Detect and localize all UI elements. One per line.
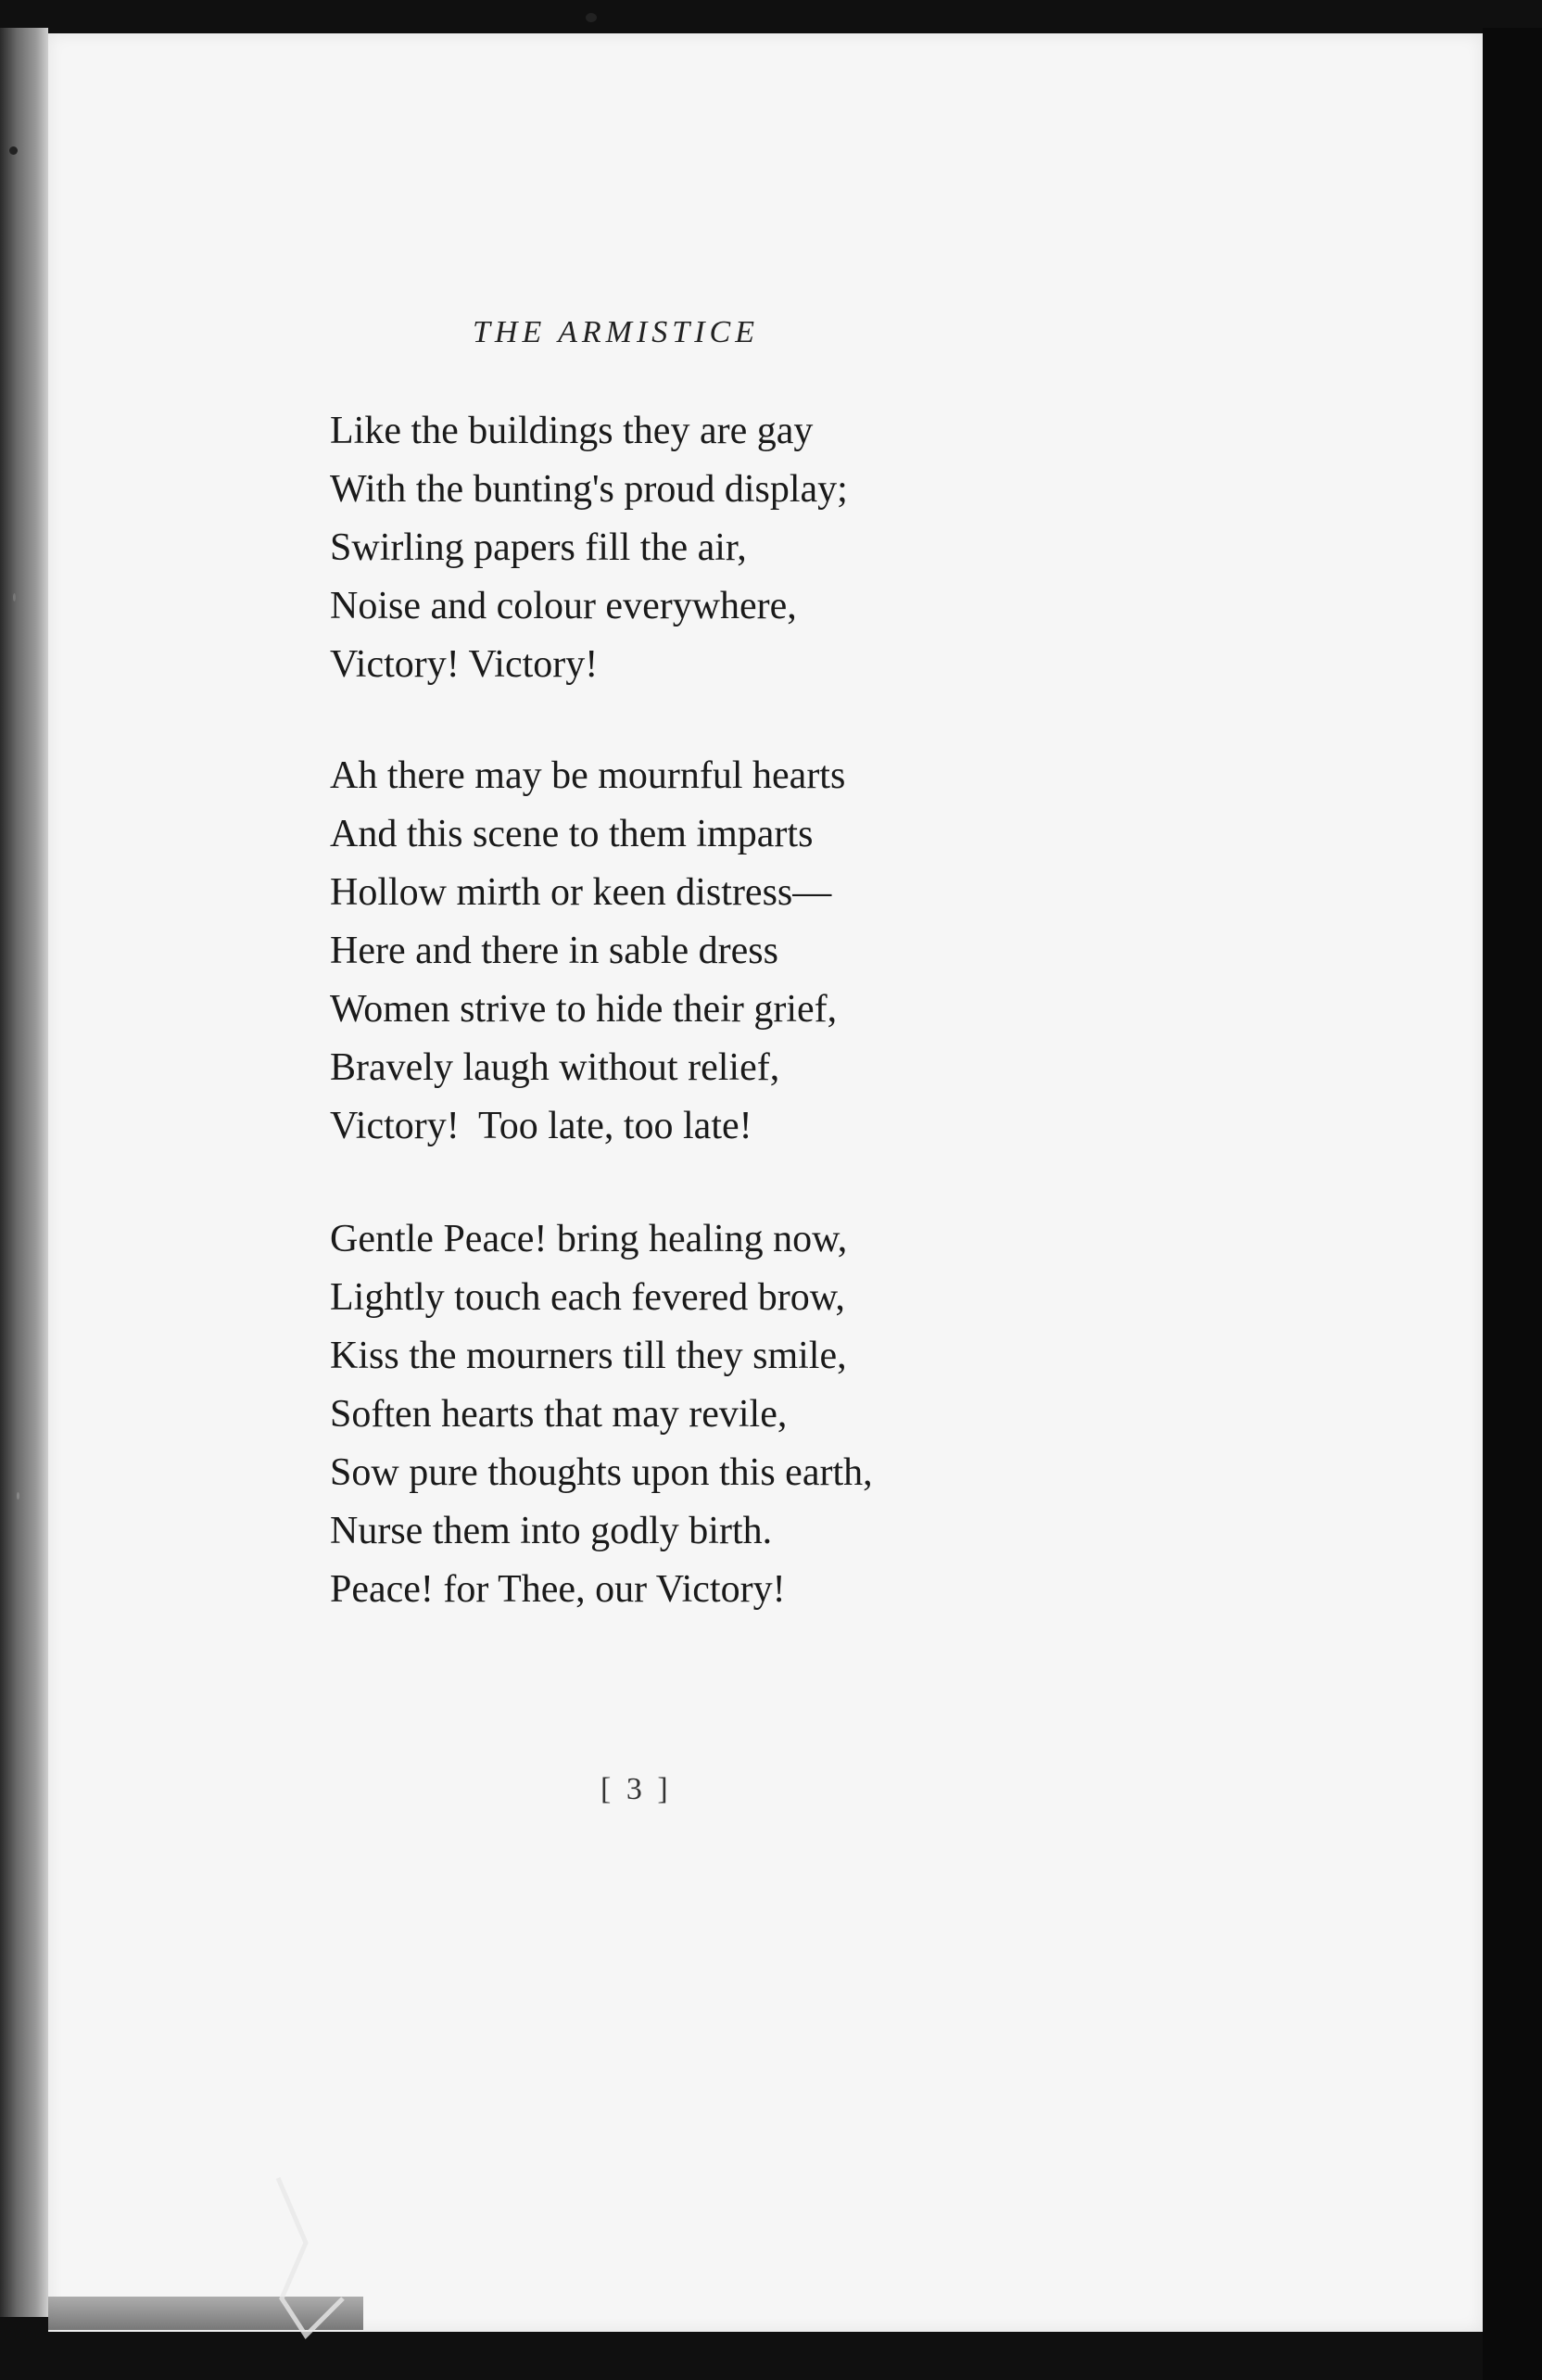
poem-line: Swirling papers fill the air, bbox=[330, 526, 747, 569]
scan-speck bbox=[586, 13, 597, 22]
poem-line: Peace! for Thee, our Victory! bbox=[330, 1568, 786, 1611]
page-number: [ 3 ] bbox=[600, 1772, 672, 1806]
poem-line: Like the buildings they are gay bbox=[330, 410, 814, 452]
poem-line: Hollow mirth or keen distress— bbox=[330, 871, 832, 914]
scan-speck bbox=[13, 593, 16, 601]
frame-right-edge bbox=[1483, 28, 1542, 2380]
poem-line: Noise and colour everywhere, bbox=[330, 585, 797, 627]
book-page bbox=[48, 33, 1483, 2332]
stanza-1 bbox=[330, 402, 848, 694]
poem-line: With the bunting's proud display; bbox=[330, 468, 848, 511]
poem-line: Soften hearts that may revile, bbox=[330, 1393, 788, 1436]
poem-line: Women strive to hide their grief, bbox=[330, 988, 838, 1031]
poem-line: Lightly touch each fevered brow, bbox=[330, 1276, 845, 1319]
poem-line: Gentle Peace! bring healing now, bbox=[330, 1218, 848, 1260]
running-head: THE ARMISTICE bbox=[473, 315, 759, 349]
poem-line: Here and there in sable dress bbox=[330, 930, 778, 972]
scan-speck bbox=[17, 1492, 19, 1500]
poem-line: Bravely laugh without relief, bbox=[330, 1046, 780, 1089]
book-gutter bbox=[0, 28, 48, 2317]
stanza-2 bbox=[330, 747, 845, 1156]
poem-line: Sow pure thoughts upon this earth, bbox=[330, 1451, 873, 1494]
scan-speck bbox=[9, 146, 18, 155]
film-scratch bbox=[269, 2159, 371, 2345]
stanza-3 bbox=[330, 1210, 873, 1619]
poem-line: Ah there may be mournful hearts bbox=[330, 754, 846, 797]
poem-line: Victory! Victory! bbox=[330, 643, 599, 686]
poem-line: Kiss the mourners till they smile, bbox=[330, 1335, 847, 1377]
poem-line: And this scene to them imparts bbox=[330, 813, 814, 855]
poem-line: Victory! Too late, too late! bbox=[330, 1105, 752, 1147]
poem-line: Nurse them into godly birth. bbox=[330, 1510, 773, 1552]
